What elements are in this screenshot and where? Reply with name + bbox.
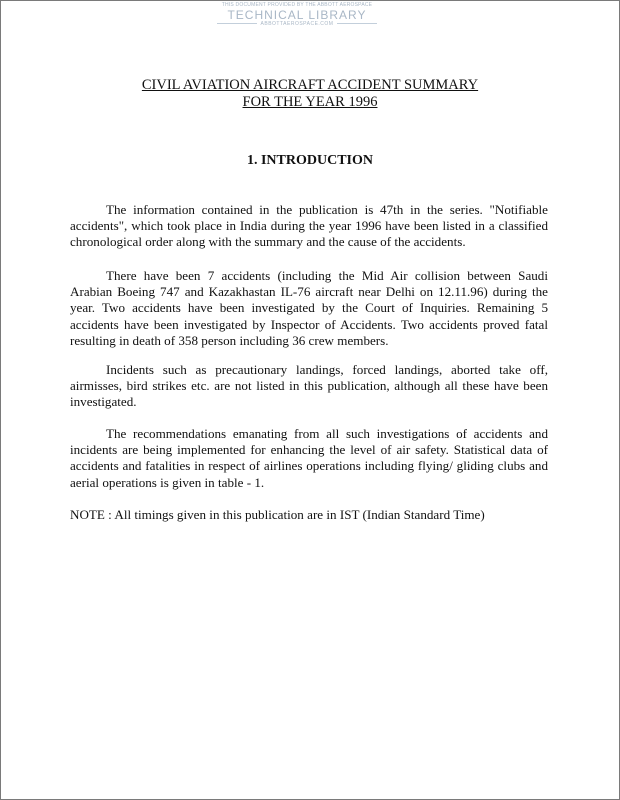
paragraph-4: The recommendations emanating from all such investigations of accidents and incidents are being implemented for enhancing the level of air safety. Statistical data of accidents and fatalities in respect of airlines operations including flying/ gliding clubs and aerial operations is given in table - 1. — [70, 426, 548, 490]
paragraph-1: The information contained in the publication is 47th in the series. "Notifiable accidents", which took place in India during the year 1996 have been listed in a classified chronological order along with the summary and the cause of the accidents. — [70, 202, 548, 250]
watermark-top-line: THIS DOCUMENT PROVIDED BY THE ABBOTT AEROSPACE — [221, 2, 373, 8]
abbott-technical-library-watermark — [197, 3, 397, 27]
document-title-line-2: FOR THE YEAR 1996 — [242, 94, 378, 110]
watermark-rule-left — [217, 23, 257, 24]
document-title-line-1: CIVIL AVIATION AIRCRAFT ACCIDENT SUMMARY — [141, 77, 479, 93]
document-title — [1, 77, 619, 111]
watermark-rule-right — [337, 23, 377, 24]
watermark-title: TECHNICAL LIBRARY — [227, 8, 367, 22]
paragraph-2: There have been 7 accidents (including the Mid Air collision between Saudi Arabian Boeing 747 and Kazakhastan IL-76 aircraft near Delhi on 12.11.96) during the year. Two accidents have been investigated by the Court of Inquiries. Remaining 5 accidents have been investigated by Inspector of Accidents. Two accidents proved fatal resulting in death of 358 person including 36 crew members. — [70, 268, 548, 348]
watermark-bottom-line — [197, 22, 397, 27]
watermark-url: ABBOTTAEROSPACE.COM — [260, 21, 334, 27]
paragraph-3: Incidents such as precautionary landings, forced landings, aborted take off, airmisses, bird strikes etc. are not listed in this publication, although all these have been investigated. — [70, 362, 548, 410]
section-heading-introduction: 1. INTRODUCTION — [246, 153, 373, 168]
timing-note: NOTE : All timings given in this publication are in IST (Indian Standard Time) — [70, 507, 485, 522]
